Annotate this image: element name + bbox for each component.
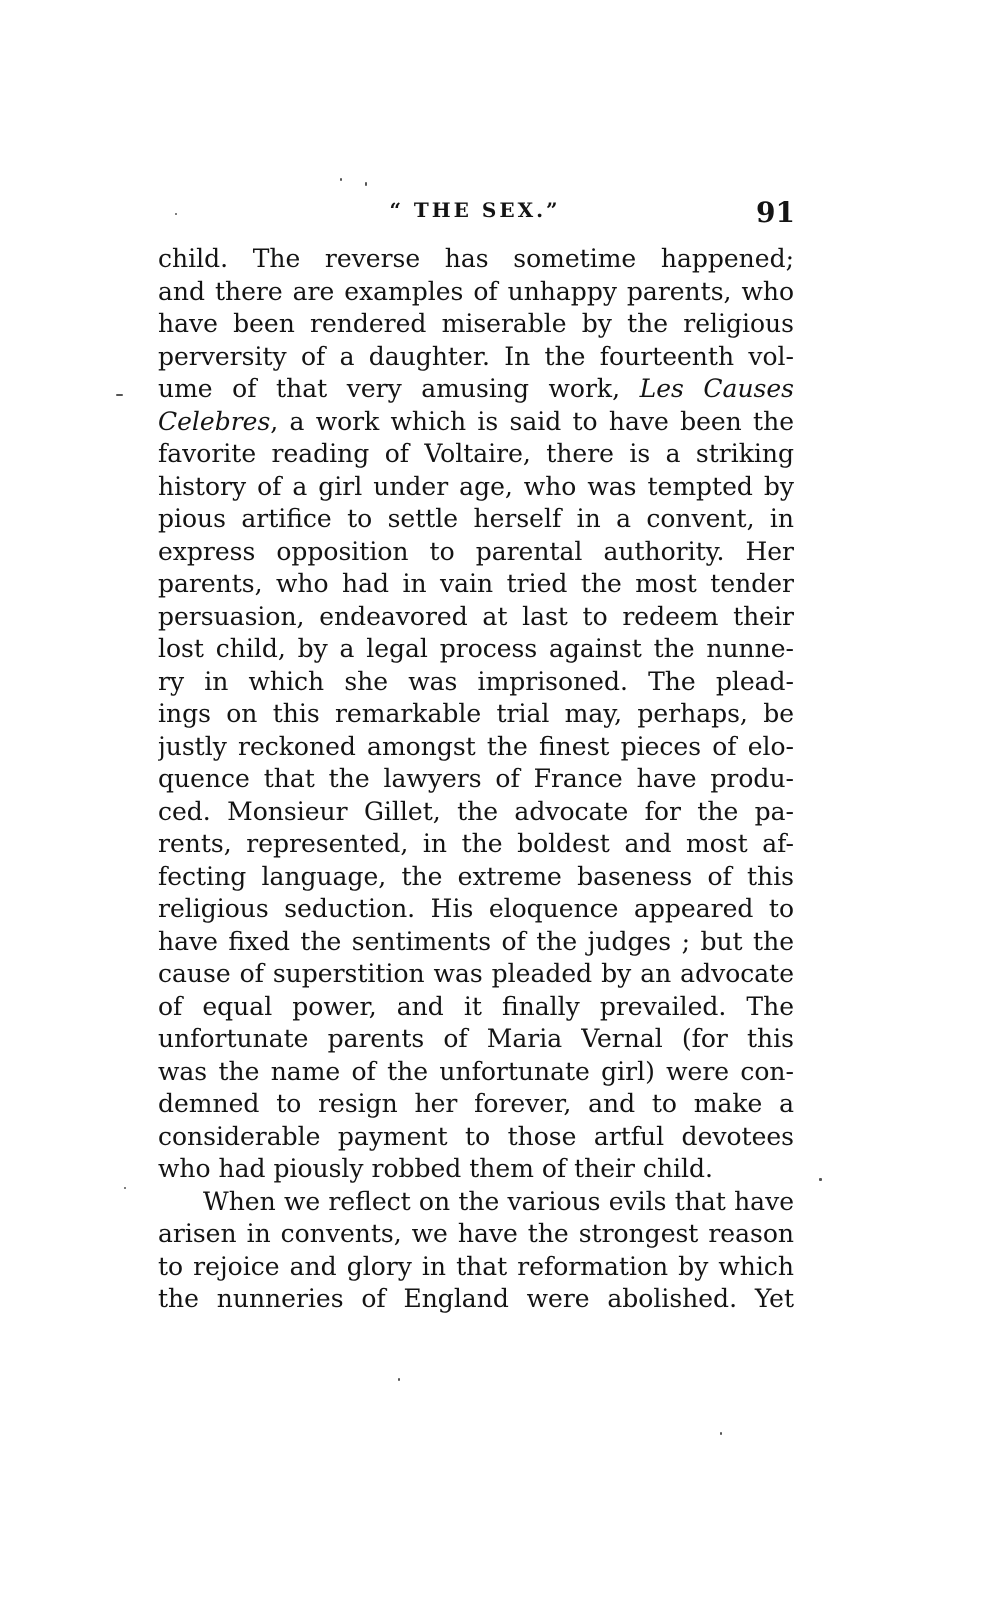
text-line [158, 406, 794, 439]
text-line [158, 373, 794, 406]
text-line: history of a girl under age, who was tempted by [158, 471, 794, 501]
text-line: fecting language, the extreme baseness of this [158, 861, 794, 891]
text-segment: ume of that very amusing work, [158, 374, 621, 403]
text-line: the nunneries of England were abolished. Yet [158, 1284, 794, 1313]
scan-speck [365, 182, 367, 186]
text-line: ings on this remarkable trial may, perhaps, be [158, 699, 794, 728]
text-segment: , a work which is said to have been the [270, 406, 794, 436]
text-line: to rejoice and glory in that reformation by which [158, 1251, 794, 1281]
text-line: demned to resign her forever, and to make a [158, 1089, 794, 1118]
text-line: lost child, by a legal process against the nunne- [158, 634, 794, 663]
italic-title-part: Celebres [158, 406, 271, 436]
text-line: When we reflect on the various evils that have [203, 1186, 794, 1216]
text-line: express opposition to parental authority. Her [158, 536, 794, 566]
text-line: favorite reading of Voltaire, there is a striking [158, 439, 794, 468]
text-line: religious seduction. His eloquence appeared to [158, 894, 794, 923]
scan-speck [720, 1432, 722, 1435]
text-line: cause of superstition was pleaded by an advocate [158, 959, 794, 988]
scan-speck [124, 1187, 126, 1189]
text-line: child. The reverse has sometime happened; [158, 244, 794, 273]
text-line: unfortunate parents of Maria Vernal (for this [158, 1024, 794, 1053]
text-line: persuasion, endeavored at last to redeem their [158, 601, 794, 631]
running-title: “ THE SEX.” [389, 198, 561, 222]
text-line: justly reckoned amongst the finest pieces of elo- [158, 731, 794, 761]
scan-speck [340, 178, 342, 181]
text-line: have been rendered miserable by the religious [158, 309, 794, 338]
text-line: pious artifice to settle herself in a convent, in [158, 504, 794, 533]
scan-speck [819, 1178, 822, 1181]
italic-title-part: Les Causes [639, 374, 794, 403]
text-line: have fixed the sentiments of the judges ; but the [158, 926, 794, 956]
body-text [158, 243, 794, 1316]
text-line: ry in which she was imprisoned. The plead- [158, 666, 794, 696]
text-line: and there are examples of unhappy parents, who [158, 276, 794, 306]
scan-speck [116, 394, 123, 396]
scan-speck [398, 1378, 400, 1381]
text-line: parents, who had in vain tried the most tender [158, 569, 794, 598]
text-line: who had piously robbed them of their child. [158, 1154, 713, 1183]
text-line: considerable payment to those artful devotees [158, 1121, 794, 1151]
text-line: quence that the lawyers of France have produ- [158, 764, 794, 793]
text-line: arisen in convents, we have the strongest reason [158, 1219, 794, 1248]
text-line: of equal power, and it finally prevailed. The [158, 991, 794, 1021]
page-number: 91 [756, 196, 795, 229]
text-line: was the name of the unfortunate girl) were con- [158, 1056, 794, 1086]
scan-speck [175, 213, 177, 215]
text-line: ced. Monsieur Gillet, the advocate for the pa- [158, 796, 794, 826]
page-header [155, 196, 795, 236]
text-line: rents, represented, in the boldest and most af- [158, 829, 794, 858]
text-line: perversity of a daughter. In the fourteenth vol- [158, 341, 794, 371]
